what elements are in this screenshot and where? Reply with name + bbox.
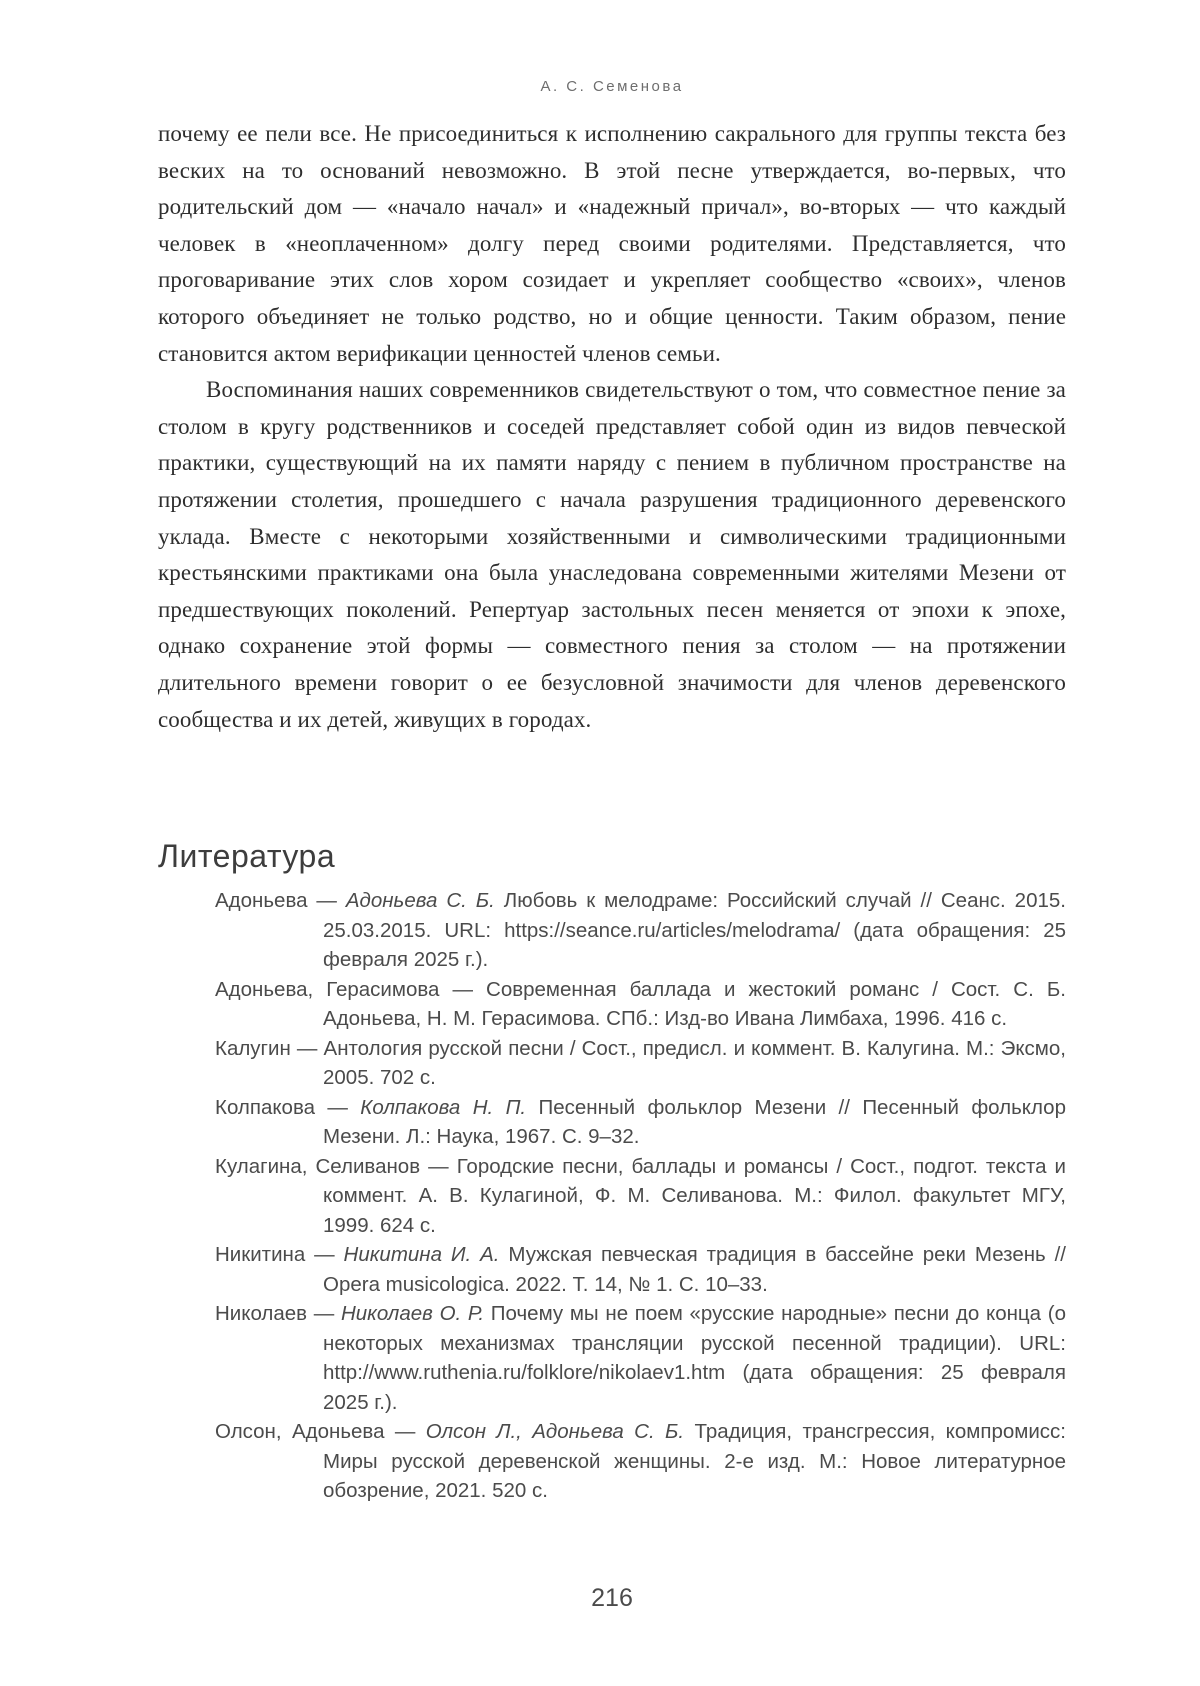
reference-author: Никитина И. А.	[343, 1243, 509, 1266]
reference-label: Адоньева, Герасимова —	[215, 977, 487, 1001]
paragraph: почему ее пели все. Не присоединиться к исполнению сакрального для группы текста без веских на то оснований невозможно. В этой песне утверждается, во-первых, что родительский дом — «начало начал» и «надежный причал», во-вторых — что каждый человек в «неоплаченном» долгу перед своими родителями. Представляется, что проговаривание этих слов хором созидает и укрепляет сообщество «своих», членов которого объединяет не только родство, но и общие ценности. Таким образом, пение становится актом верификации ценностей членов семьи.	[158, 121, 1066, 366]
reference-text: Песенный фольклор Мезени // Песенный фольклор Мезени. Л.: Наука, 1967. С. 9–32.	[323, 1095, 1066, 1148]
reference-label: Колпакова —	[215, 1095, 361, 1119]
reference-author: Николаев О. Р.	[340, 1302, 491, 1325]
reference-entry	[158, 1299, 1066, 1417]
reference-text: Современная баллада и жестокий романс / Сост. С. Б. Адоньева, Н. М. Герасимова. СПб.: Изд-во Ивана Лимбаха, 1996. 416 с.	[323, 977, 1066, 1030]
reference-label: Адоньева —	[215, 889, 346, 912]
reference-entry	[158, 1240, 1066, 1299]
reference-entry	[158, 1034, 1066, 1093]
reference-author: Олсон Л., Адоньева С. Б.	[425, 1420, 695, 1443]
reference-entry	[158, 886, 1066, 975]
reference-author: Колпакова Н. П.	[360, 1095, 539, 1119]
reference-text: Городские песни, баллады и романсы / Сост., подгот. текста и коммент. А. В. Кулагиной, Ф. М. Селиванова. М.: Филол. факультет МГУ, 1999. 624 с.	[323, 1154, 1066, 1237]
reference-author: Адоньева С. Б.	[345, 889, 504, 912]
reference-entry	[158, 975, 1066, 1034]
reference-text: Любовь к мелодраме: Российский случай // Сеанс. 2015. 25.03.2015. URL: https://seance.ru/articles/melodrama/ (дата обращения: 25 февраля 2025 г.).	[323, 889, 1066, 971]
reference-label: Кулагина, Селиванов —	[215, 1154, 457, 1178]
running-header: А. С. Семенова	[540, 78, 684, 95]
reference-entry	[158, 1093, 1066, 1152]
reference-label: Калугин —	[215, 1036, 324, 1060]
reference-entry	[158, 1152, 1066, 1241]
body-text	[158, 116, 1066, 738]
references-list	[158, 886, 1066, 1506]
reference-text: Традиция, трансгрессия, компромисс: Миры русской деревенской женщины. 2-е изд. М.: Новое литературное обозрение, 2021. 520 с.	[323, 1420, 1066, 1502]
reference-entry	[158, 1417, 1066, 1506]
reference-label: Олсон, Адоньева —	[215, 1420, 426, 1443]
reference-label: Никитина —	[215, 1243, 344, 1266]
references-heading: Литература	[158, 838, 336, 874]
reference-label: Николаев —	[215, 1302, 341, 1325]
reference-text: Почему мы не поем «русские народные» песни до конца (о некоторых механизмах трансляции русской песенной традиции). URL: http://www.ruthenia.ru/folklore/nikolaev1.htm (дата обращения: 25 февраля 2025 г.).	[323, 1302, 1066, 1414]
paragraph: Воспоминания наших современников свидетельствуют о том, что совместное пение за столом в кругу родственников и соседей представляет собой один из видов певческой практики, существующий на их памяти наряду с пением в публичном пространстве на протяжении столетия, прошедшего с начала разрушения традиционного деревенского уклада. Вместе с некоторыми хозяйственными и символическими традиционными крестьянскими практиками она была унаследована современными жителями Мезени от предшествующих поколений. Репертуар застольных песен меняется от эпохи к эпохе, однако сохранение этой формы — совместного пения за столом — на протяжении длительного времени говорит о ее безусловной значимости для членов деревенского сообщества и их детей, живущих в городах.	[158, 377, 1066, 732]
reference-text: Антология русской песни / Сост., предисл. и коммент. В. Калугина. М.: Эксмо, 2005. 702 с.	[323, 1036, 1066, 1089]
page-number: 216	[591, 1584, 633, 1612]
reference-text: Мужская певческая традиция в бассейне реки Мезень // Opera musicologica. 2022. Т. 14, № 1. С. 10–33.	[323, 1243, 1066, 1296]
